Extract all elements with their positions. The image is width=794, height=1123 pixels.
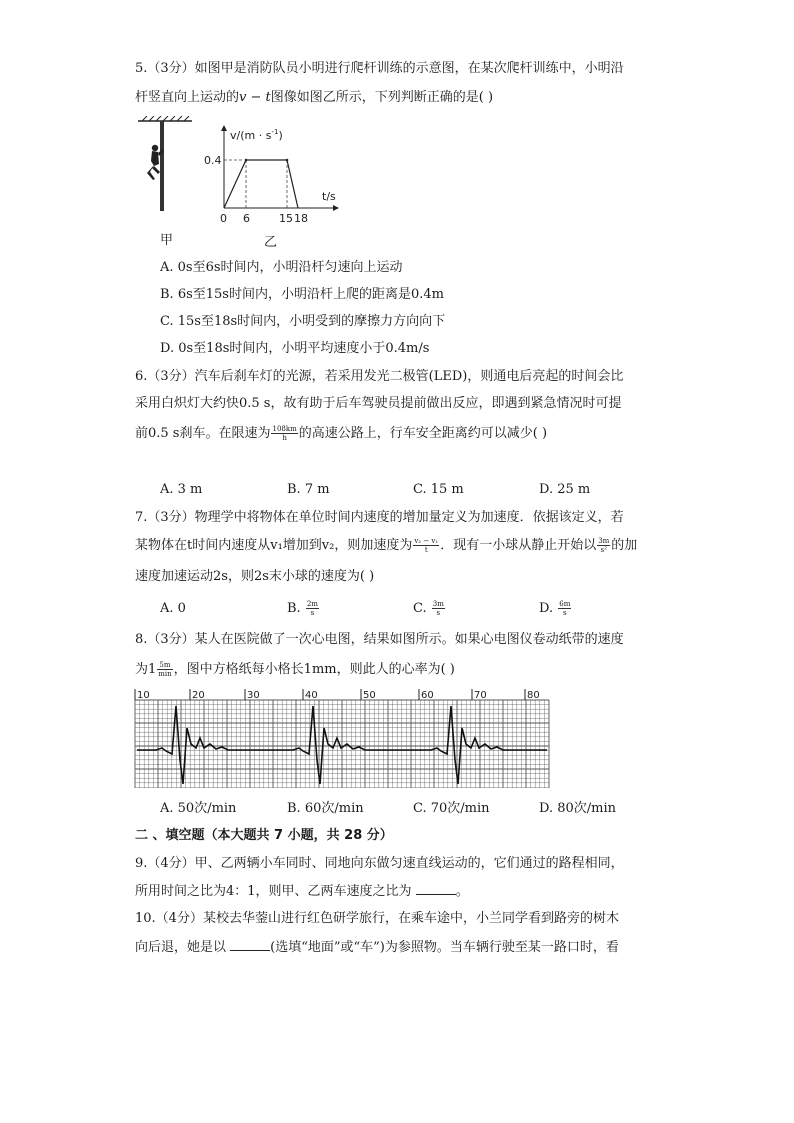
ecg-tick-60: 60 bbox=[421, 690, 434, 701]
paper-speed-fraction: $\frac{5m}{\min}$ bbox=[158, 661, 172, 678]
q10-answer-blank[interactable] bbox=[230, 938, 270, 951]
y-axis-label: $v/(m \cdot s^{-1})$ bbox=[230, 128, 283, 142]
q8-line2: 为1 $\frac{5m}{\min}$ ，图中方格纸每小格长1mm，则此人的心率为( ) bbox=[135, 661, 455, 678]
q6-option-a[interactable]: A. 3 m bbox=[160, 482, 203, 497]
x-tick-15: 15 bbox=[279, 212, 293, 225]
x-tick-18: 18 bbox=[294, 212, 308, 225]
q5-option-d[interactable]: D. 0s至18s时间内，小明平均速度小于0.4m/s bbox=[160, 341, 430, 356]
q7-line1: 7.（3分）物理学中将物体在单位时间内速度的增加量定义为加速度．依据该定义，若 bbox=[135, 510, 624, 525]
q7-option-d[interactable]: D. $\frac{6m}{s}$ bbox=[539, 600, 571, 617]
q9-line2: 所用时间之比为4：1，则甲、乙两车速度之比为 。 bbox=[135, 884, 469, 899]
ecg-tick-50: 50 bbox=[363, 690, 376, 701]
ecg-tick-10: 10 bbox=[137, 690, 150, 701]
q7-line3: 速度加速运动2s，则2s末小球的速度为( ) bbox=[135, 569, 375, 584]
q6-option-d[interactable]: D. 25 m bbox=[539, 482, 591, 497]
ecg-tick-80: 80 bbox=[527, 690, 540, 701]
x-axis-label: t/s bbox=[322, 190, 336, 203]
q5-line2: 杆竖直向上运动的v − t图像如图乙所示，下列判断正确的是( ) bbox=[135, 90, 494, 105]
q8-line1: 8.（3分）某人在医院做了一次心电图，结果如图所示。如果心电图仪卷动纸带的速度 bbox=[135, 632, 624, 647]
x-tick-0: 0 bbox=[220, 212, 227, 225]
q8-option-d[interactable]: D. 80次/min bbox=[539, 801, 617, 816]
q6-line2: 采用白炽灯大约快0.5 s，故有助于后车驾驶员提前做出反应，即遇到紧急情况时可提 bbox=[135, 396, 622, 411]
q9-answer-blank[interactable] bbox=[416, 882, 456, 895]
q8-option-a[interactable]: A. 50次/min bbox=[160, 801, 237, 816]
ecg-tick-40: 40 bbox=[305, 690, 318, 701]
q5-option-c[interactable]: C. 15s至18s时间内，小明受到的摩擦力方向向下 bbox=[160, 314, 446, 329]
q6-line1: 6.（3分）汽车后刹车灯的光源，若采用发光二极管(LED)，则通电后亮起的时间会比 bbox=[135, 369, 624, 384]
q6-option-c[interactable]: C. 15 m bbox=[413, 482, 464, 497]
x-tick-6: 6 bbox=[243, 212, 250, 225]
q5-option-a[interactable]: A. 0s至6s时间内，小明沿杆匀速向上运动 bbox=[160, 260, 403, 275]
speed-fraction: $\frac{108km}{h}$ bbox=[272, 425, 297, 442]
acceleration-value-fraction: $\frac{3m}{\text{s²}}$ bbox=[598, 537, 610, 554]
q6-option-b[interactable]: B. 7 m bbox=[287, 482, 330, 497]
q7-option-c[interactable]: C. $\frac{3m}{s}$ bbox=[413, 600, 444, 617]
q5-line1: 5.（3分）如图甲是消防队员小明进行爬杆训练的示意图，在某次爬杆训练中，小明沿 bbox=[135, 61, 624, 76]
caption-yi: 乙 bbox=[264, 235, 278, 250]
acceleration-fraction: $\frac{\text{v₂ − v₁}}{t}$ bbox=[414, 537, 439, 554]
caption-jia: 甲 bbox=[160, 233, 174, 248]
q7-option-b[interactable]: B. $\frac{2m}{s}$ bbox=[287, 600, 318, 617]
q10-line2: 向后退，她是以 (选填“地面”或“车”)为参照物。当车辆行驶至某一路口时，看 bbox=[135, 940, 619, 955]
section-heading: 二 、填空题（本大题共 7 小题，共 28 分） bbox=[135, 828, 393, 843]
q5-option-b[interactable]: B. 6s至15s时间内，小明沿杆上爬的距离是0.4m bbox=[160, 287, 444, 302]
q6-line3: 前0.5 s刹车。在限速为 $\frac{108km}{h}$ 的高速公路上，行车安全距离约可以减少( ) bbox=[135, 425, 548, 442]
q8-option-b[interactable]: B. 60次/min bbox=[287, 801, 364, 816]
y-tick-label: 0.4 bbox=[204, 154, 222, 167]
ecg-tick-30: 30 bbox=[247, 690, 260, 701]
q7-line2: 某物体在t时间内速度从v₁增加到v₂，则加速度为 $\frac{\text{v₂ − v₁}}{t}$ ．现有一小球从静止开始以 $\frac{3m}{\text{s²}}$ 的加 bbox=[135, 537, 638, 554]
q7-option-a[interactable]: A. 0 bbox=[160, 601, 186, 616]
q10-line1: 10.（4分）某校去华蓥山进行红色研学旅行，在乘车途中，小兰同学看到路旁的树木 bbox=[135, 911, 619, 926]
q8-option-c[interactable]: C. 70次/min bbox=[413, 801, 490, 816]
ecg-figure bbox=[133, 688, 551, 792]
ecg-tick-20: 20 bbox=[192, 690, 205, 701]
q9-line1: 9.（4分）甲、乙两辆小车同时、同地向东做匀速直线运动的，它们通过的路程相同， bbox=[135, 856, 624, 871]
vt-graph bbox=[198, 122, 348, 230]
ecg-tick-70: 70 bbox=[474, 690, 487, 701]
pole-climbing-figure bbox=[136, 116, 196, 216]
